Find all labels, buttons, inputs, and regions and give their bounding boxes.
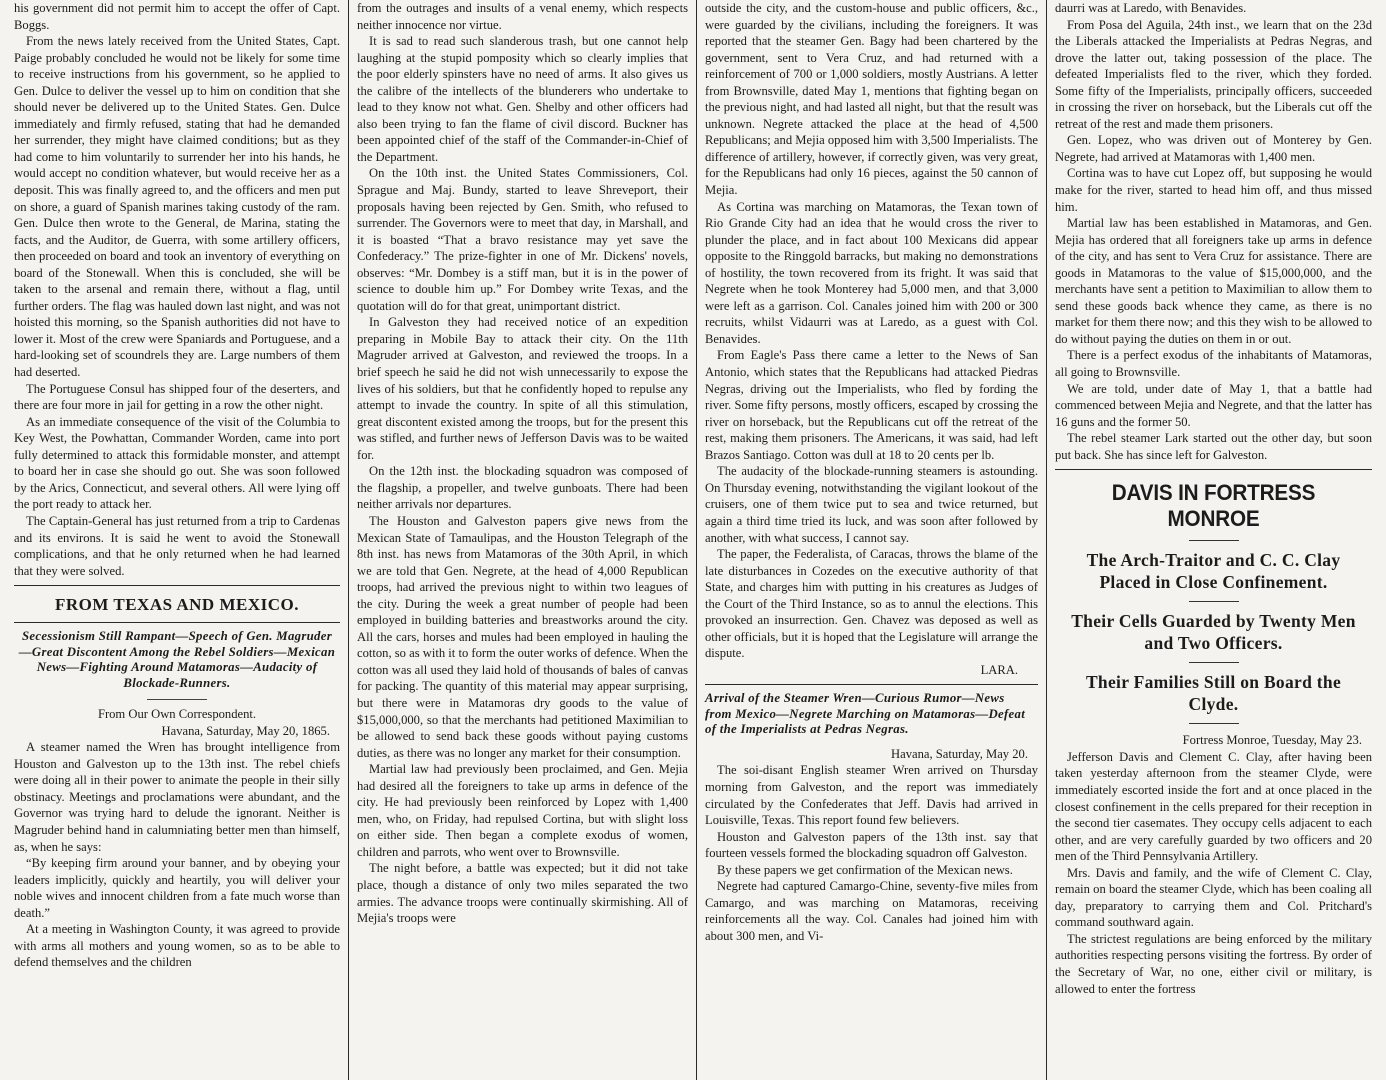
paragraph: from the outrages and insults of a venal enemy, which respects neither innocence nor virtue.: [357, 1, 688, 32]
column-4: [1046, 0, 1380, 1080]
paragraph: The paper, the Federalista, of Caracas, throws the blame of the late disturbances in Cozedes on the executive authority of that State, and charges him with putting in his creatures as Judges of the Court of the Third Instance, so as to annul the elections. This provoked an insurrection. Gen. Chavez was deposed as well as other officials, but it is hoped that the Legislature will arrange the dispute.: [705, 547, 1038, 661]
paragraph: daurri was at Laredo, with Benavides.: [1055, 1, 1247, 15]
paragraph: The rebel steamer Lark started out the other day, but soon put back. She has since left for Galveston.: [1055, 431, 1372, 462]
paragraph: From Posa del Aguila, 24th inst., we learn that on the 23d the Liberals attacked the Imperialists at Pedras Negras, and drove the latter out, taking possession of the place. The defeated Imperialists fled to the river, which they forded. Some fifty of the Imperialists, principally officers, succeeded in crossing the river on horseback, but the Liberals cut off the retreat of the rest and made them prisoners.: [1055, 17, 1372, 131]
paragraph: As an immediate consequence of the visit of the Columbia to Key West, the Powhattan, Commander Worden, came into port fully determined to attack this formidable monster, and attempt to board her in case she should go out. She was soon followed by the Arics, Connecticut, and several others. All were lying off the port ready to attack her.: [14, 414, 340, 512]
paragraph: The Houston and Galveston papers give news from the Mexican State of Tamaulipas, and the Houston Telegraph of the 8th inst. has news from Matamoras of the 30th April, in which we are told that Gen. Negrete, at the head of 4,000 Republican troops, had arrived the previous night to within two leagues of the city. During the week a great number of people had been employed in building batteries and breastworks around the city. All the cars, horses and mules had been employed in hauling the cotton, so as with it to form the outer works of defence. When the cotton was all used they laid hold of thousands of bales of canvas for packing. The quantity of this material may appear surprising, but there were in Matamoras dry goods to the value of $15,000,000, so that the merchants had petitioned Maximilian to be allowed to send back these goods without paying customs duties, as there was no longer any market for their consumption.: [357, 513, 688, 760]
short-rule: [147, 699, 207, 700]
paragraph: The night before, a battle was expected; but it did not take place, though a distance of only two miles separated the two armies. The advance troops were continually skirmishing. All of Mejia's troops were: [357, 861, 688, 926]
paragraph: Jefferson Davis and Clement C. Clay, after having been taken yesterday afternoon from the steamer Clyde, were immediately escorted inside the fort and at once placed in the closest confinement in the cells prepared for their reception in the second tier casemates. They occupy cells adjacent to each other, and are very carefully guarded by two officers and 20 men of the Third Pennsylvania Artillery.: [1055, 749, 1372, 864]
paragraph: It is sad to read such slanderous trash, but one cannot help laughing at the stupid pomposity which so clearly implies that the poor elderly spinsters have no need of arms. It also gives us the calibre of the intellects of the blunderers who undertake to lead to they know not what. Gen. Shelby and other officers had also been trying to fan the flame of civil discord. Buckner has been appointed chief of the staff of the Commander-in-Chief of the Department.: [357, 34, 688, 164]
paragraph: Martial law had previously been proclaimed, and Gen. Mejia had desired all the foreigners to take up arms in defence of the city. He had previously been reinforced by Lopez with 1,400 men, who, on Friday, had repulsed Cortina, but with slight loss on either side. Then began a complete exodus of women, children and parrots, who went over to Brownsville.: [357, 762, 688, 859]
short-rule: [1189, 723, 1239, 724]
paragraph: Gen. Lopez, who was driven out of Monterey by Gen. Negrete, had arrived at Matamoras with 1,400 men.: [1055, 133, 1372, 164]
byline: From Our Own Correspondent.: [97, 707, 257, 722]
article-deck: Secessionism Still Rampant—Speech of Gen. Magruder—Great Discontent Among the Rebel Soldiers—Mexican News—Fighting Around Matamoras—Audacity of Blockade-Runners.: [18, 629, 336, 690]
section-rule: [1055, 469, 1372, 470]
article-deck: Arrival of the Steamer Wren—Curious Rumor—News from Mexico—Negrete Marching on Matamoras—Defeat of the Imperialists at Pedras Negras.: [705, 691, 1026, 737]
paragraph: The audacity of the blockade-running steamers is astounding. On Thursday evening, notwithstanding the vigilant lookout of the cruisers, one of them twice put to sea and twice returned, but again a third time tried its luck, and was soon after followed by another, with what success, I cannot say.: [705, 464, 1038, 545]
dateline: Havana, Saturday, May 20, 1865.: [161, 723, 330, 738]
paragraph: A steamer named the Wren has brought intelligence from Houston and Galveston up to the 13th inst. The rebel chiefs were doing all in their power to animate the people in their silly obstinacy. Meetings and proclamations were abundant, and the Governor was trying hard to delude the ignorant. Neither is Magruder behind hand in calumniating better men than himself, as, when he says:: [14, 740, 340, 854]
subheadline: Their Cells Guarded by Twenty Men and Two Officers.: [1071, 611, 1356, 654]
quotation: “By keeping firm around your banner, and by obeying your leaders implicitly, quickly and heartily, you will deliver your noble wives and innocent children from a fate much worse than death.”: [14, 856, 340, 920]
paragraph: The Portuguese Consul has shipped four of the deserters, and there are four more in jail for getting in a row the other night.: [14, 381, 340, 413]
headline-davis-fortress-monroe: DAVIS IN FORTRESS MONROE: [1111, 480, 1316, 532]
paragraph: From the news lately received from the United States, Capt. Paige probably concluded he would not be likely for some time to receive instructions from his government, so he applied to Gen. Dulce to deliver the vessel up to him on condition that she should never be delivered up to the United States. Gen. Dulce immediately and firmly refused, stating that had he demanded her surrender, they might have claimed conditions; but as they had come to him voluntarily to surrender her into his hands, he would accept no condition whatever, but would receive her as a deposit. This was finally agreed to, and the officers and men put on shore, a guard of Spanish marines taking custody of the ram. Gen. Dulce then wrote to the General, de Marina, stating the facts, and the Auditor, de Guerra, with some artillery officers, then proceeded on board and took an inventory of everything on board of the Stonewall. When this is concluded, she will be taken to the arsenal and remain there, without a flag, until further orders. The flag was hauled down last night, and was not hoisted this morning, so the Spanish authorities did not have to lower it. Most of the crew were Spaniards and Portuguese, and a hard-looking set of scoundrels they are. Large numbers of them had deserted.: [14, 34, 340, 380]
short-rule: [1189, 601, 1239, 602]
subheadline: Their Families Still on Board the Clyde.: [1085, 672, 1342, 715]
paragraph: On the 10th inst. the United States Commissioners, Col. Sprague and Maj. Bundy, started to leave Shreveport, their proposals having been rejected by Gen. Smith, who refused to surrender. The Governors were to meet that day, in Marshall, and it is boasted “That a bravo resistance may yet save the Confederacy.” The prize-fighter in one of Mr. Dickens' novels, observes: “Mr. Dombey is a stiff man, but it is in the power of science to double him up.” For Dombey write Texas, and the quotation will do for that great, unimportant district.: [357, 166, 688, 313]
short-rule: [1189, 540, 1239, 541]
paragraph: Negrete had captured Camargo-Chine, seventy-five miles from Camargo, and was marching on Matamoras, receiving reinforcements all the way. Col. Canales had joined him with about 300 men, and Vi-: [705, 879, 1038, 943]
paragraph: The soi-disant English steamer Wren arrived on Thursday morning from Galveston, and the report was immediately circulated by the Confederates that Jeff. Davis had arrived in Louisville, Texas. This report found few believers.: [705, 763, 1038, 828]
section-rule: [705, 684, 1038, 685]
headline-texas-mexico: FROM TEXAS AND MEXICO.: [55, 595, 299, 615]
dateline: Havana, Saturday, May 20.: [891, 746, 1028, 761]
paragraph: In Galveston they had received notice of an expedition preparing in Mobile Bay to attack their city. On the 11th Magruder arrived at Galveston, and reviewed the troops. In a brief speech he said he did not wish unnecessarily to expose the lives of his soldiers, but that he confidently hoped to repulse any attempt to invade the country. In spite of all this stimulation, great discontent existed among the troops, but for the present this was stifled, and further news of Jefferson Davis was to be waited for.: [357, 315, 688, 462]
section-rule: [14, 585, 340, 586]
dateline: Fortress Monroe, Tuesday, May 23.: [1182, 733, 1362, 748]
column-3: [696, 0, 1046, 1080]
column-1: [6, 0, 348, 1080]
column-2: [348, 0, 696, 1080]
paragraph: Cortina was to have cut Lopez off, but supposing he would make for the river, started to head him off, and thus missed him.: [1055, 166, 1372, 214]
paragraph: There is a perfect exodus of the inhabitants of Matamoras, all going to Brownsville.: [1055, 348, 1372, 380]
paragraph: We are told, under date of May 1, that a battle had commenced between Mejia and Negrete, and that the latter has 16 guns and the former 50.: [1055, 381, 1372, 429]
paragraph: his government did not permit him to accept the offer of Capt. Boggs.: [14, 1, 340, 32]
paragraph: On the 12th inst. the blockading squadron was composed of the flagship, a propeller, and twelve gunboats. There had been neither arrivals nor departures.: [357, 464, 688, 512]
paragraph: The Captain-General has just returned from a trip to Cardenas and its environs. It is said he went to avoid the Stonewall complications, and that he only returned when he had learned that they were solved.: [14, 513, 340, 578]
paragraph: At a meeting in Washington County, it was agreed to provide with arms all mothers and young women, so as to be able to defend themselves and the children: [14, 922, 340, 970]
section-rule: [14, 622, 340, 623]
paragraph: By these papers we get confirmation of the Mexican news.: [717, 862, 1013, 877]
column-container: [6, 0, 1380, 1080]
short-rule: [1189, 662, 1239, 663]
paragraph: outside the city, and the custom-house and public officers, &c., were guarded by the civilians, including the foreigners. It was reported that the steamer Gen. Bagy had been chartered by the government, sent to Vera Cruz, and had returned with a reinforcement of 700 or 1,000 soldiers, mostly Austrians. A letter from Brownsville, dated May 1, mentions that fighting began on the previous night, and had lasted all night, but that the result was unknown. Negrete attacked the place at the head of 4,500 Republicans; and Mejia opposed him with 3,500 Imperialists. The difference of artillery, however, if correctly given, was very great, for the Republicans had only 16 pieces, against the 50 cannon of Mejia.: [705, 1, 1038, 198]
paragraph: Mrs. Davis and family, and the wife of Clement C. Clay, remain on board the steamer Clyde, which has been coaling all day, preparatory to carrying them and Col. Pritchard's command southward again.: [1055, 865, 1372, 930]
subheadline: The Arch-Traitor and C. C. Clay Placed in Close Confinement.: [1086, 550, 1341, 593]
paragraph: The strictest regulations are being enforced by the military authorities respecting persons visiting the fortress. By order of the Secretary of War, no one, either civil or military, is allowed to enter the fortress: [1055, 931, 1372, 996]
paragraph: From Eagle's Pass there came a letter to the News of San Antonio, which states that the Republicans had attacked Piedras Negras, driving out the Imperialists, who fled by fording the river. Some fifty persons, mostly officers, escaped by crossing the river on horseback, but the Republicans cut off the retreat of the rest, making them prisoners. The Americans, it was said, had left Brazos Santiago. Cotton was dull at 18 to 20 cents per lb.: [705, 348, 1038, 462]
paragraph: Martial law has been established in Matamoras, and Gen. Mejia has ordered that all foreigners take up arms in defence of the city, and has sent to Vera Cruz for assistance. There are goods in Matamoras to the value of $15,000,000, and the merchants have sent a petition to Maximilian to allow them to send these goods back whence they came, as there is no market for them there now; and this they wish to be allowed to do without paying the duties on them in or out.: [1055, 216, 1372, 346]
paragraph: As Cortina was marching on Matamoras, the Texan town of Rio Grande City had an idea that he would cross the river to plunder the place, and in fact about 100 Mexicans did appear opposite to the Ringgold barracks, but making no demonstrations of hostility, the town recovered from its fright. It was said that Negrete when he took Monterey had 5,000 men, and that 3,000 were left as a garrison. Col. Canales joined him with 200 or 300 recruits, whilst Vidaurri was at Laredo, as a guest with Col. Benavides.: [705, 199, 1038, 346]
signature: LARA.: [980, 662, 1018, 677]
paragraph: Houston and Galveston papers of the 13th inst. say that fourteen vessels formed the blockading squadron off Galveston.: [705, 829, 1038, 861]
